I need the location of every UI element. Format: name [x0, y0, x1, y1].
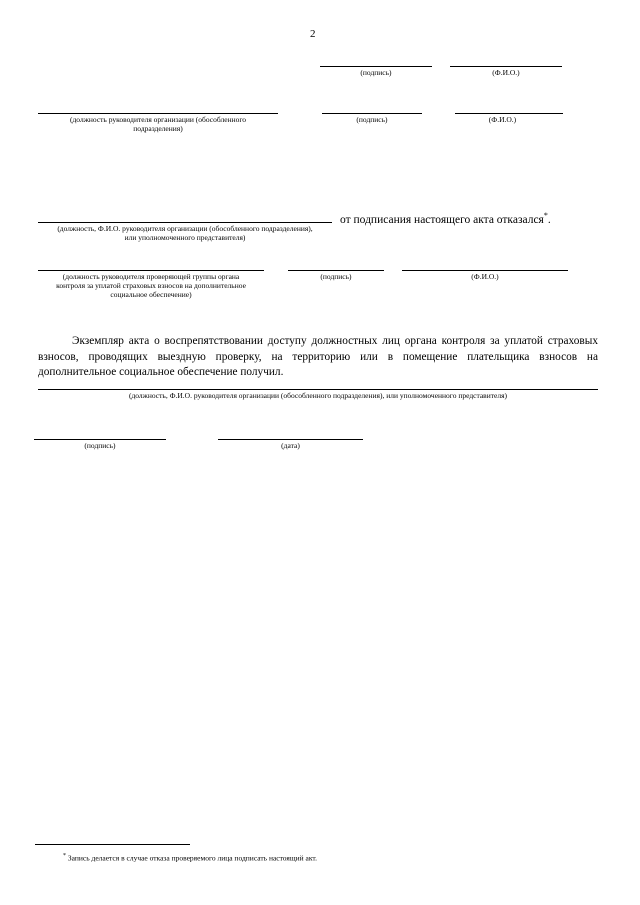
- refusal-person-caption: [28, 224, 342, 242]
- refusal-text-label: от подписания настоящего акта отказался: [340, 213, 544, 226]
- position-caption-line-1: (должность руководителя организации (обособленного: [69, 115, 247, 124]
- recipient-caption: (должность, Ф.И.О. руководителя организации (обособленного подразделения), или уполномоченного представителя): [128, 391, 508, 400]
- refusal-person-line: [38, 222, 332, 223]
- receipt-paragraph: Экземпляр акта о воспрепятствовании доступу должностных лиц органа контроля за уплатой страховых взносов, проводящих выездную проверку, на территорию или в помещение плательщика взносов на дополнительное социальное обеспечение получил.: [38, 335, 598, 378]
- footnote-mark: *: [63, 853, 66, 859]
- footnote: [63, 852, 317, 863]
- position-caption: [38, 115, 278, 133]
- position-line: [38, 113, 278, 114]
- signature-line: [288, 270, 384, 271]
- inspector-position-caption: [38, 272, 264, 299]
- refusal-text: от подписания настоящего акта отказался*.: [340, 211, 551, 226]
- signature-caption: (подпись): [356, 115, 388, 124]
- position-caption-line-2: подразделения): [133, 124, 183, 133]
- inspector-caption-line-2: контроля за уплатой страховых взносов на дополнительное: [56, 281, 246, 290]
- fio-caption: (Ф.И.О.): [488, 115, 517, 124]
- footnote-separator: [35, 844, 190, 845]
- recipient-line: [38, 389, 598, 390]
- fio-caption: (Ф.И.О.): [471, 272, 499, 281]
- fio-line: [450, 66, 562, 67]
- refusal-caption-line-1: (должность, Ф.И.О. руководителя организации (обособленного подразделения),: [57, 224, 313, 233]
- signature-caption: (подпись): [360, 68, 392, 77]
- fio-line: [402, 270, 568, 271]
- signature-line: [34, 439, 166, 440]
- footnote-text: Запись делается в случае отказа проверяемого лица подписать настоящий акт.: [67, 853, 317, 863]
- signature-caption: (подпись): [320, 272, 352, 281]
- fio-caption: (Ф.И.О.): [492, 68, 520, 77]
- refusal-caption-line-2: или уполномоченного представителя): [124, 233, 246, 242]
- footnote-mark: *: [543, 211, 548, 220]
- signature-caption: (подпись): [84, 441, 116, 450]
- signature-line: [320, 66, 432, 67]
- signature-line: [322, 113, 422, 114]
- date-caption: (дата): [281, 441, 300, 450]
- inspector-caption-line-3: социальное обеспечение): [110, 290, 192, 299]
- inspector-caption-line-1: (должность руководителя проверяющей группы органа: [62, 272, 240, 281]
- date-line: [218, 439, 363, 440]
- page-number: 2: [310, 28, 316, 40]
- fio-line: [455, 113, 563, 114]
- inspector-position-line: [38, 270, 264, 271]
